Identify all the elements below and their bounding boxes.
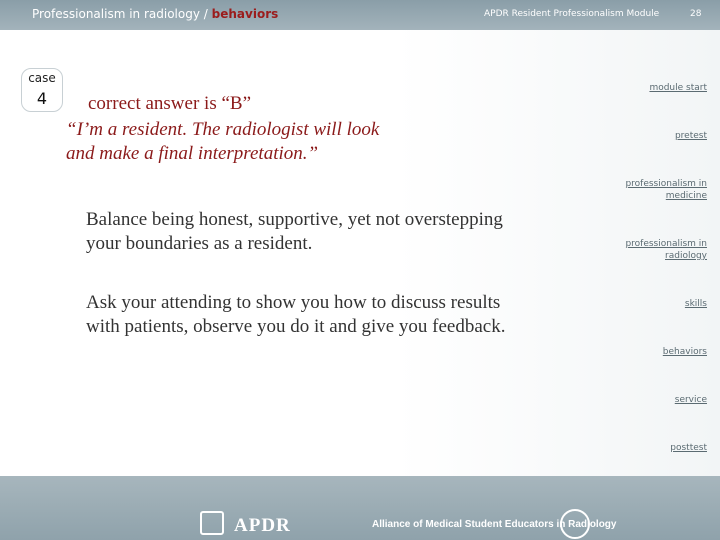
nav-prof-radiology-line2: radiology <box>665 251 707 261</box>
nav-prof-radiology[interactable] <box>625 238 707 262</box>
quote-text <box>66 118 486 166</box>
nav-behaviors[interactable]: behaviors <box>662 347 707 357</box>
breadcrumb-root[interactable]: Professionalism in radiology <box>32 7 200 21</box>
module-title: APDR Resident Professionalism Module <box>484 9 660 19</box>
breadcrumb <box>32 7 278 21</box>
nav-module-start[interactable]: module start <box>649 83 707 93</box>
nav-prof-radiology-line1: professionalism in <box>625 239 707 249</box>
paragraph-boundaries: Balance being honest, supportive, yet not overstepping your boundaries as a resident. <box>86 209 503 254</box>
quote-line-1: “I’m a resident. The radiologist will look <box>66 119 380 140</box>
nav-skills[interactable]: skills <box>684 299 707 309</box>
paragraph-feedback: Ask your attending to show you how to discuss results with patients, observe you do it and give you feedback. <box>86 292 506 337</box>
nav-prof-medicine[interactable] <box>625 178 707 202</box>
apdr-logo-text: APDR <box>234 515 291 536</box>
nav-pretest[interactable]: pretest <box>674 131 707 141</box>
apdr-logo-icon <box>200 511 224 535</box>
answer-text: correct answer is “B” <box>88 93 252 114</box>
page-number: 28 <box>690 9 702 19</box>
nav-prof-medicine-line1: professionalism in <box>625 179 707 189</box>
case-label: case <box>28 71 56 85</box>
breadcrumb-current: behaviors <box>211 7 279 21</box>
header-bar <box>0 0 720 30</box>
case-number: 4 <box>36 89 48 108</box>
nav-prof-medicine-line2: medicine <box>665 191 707 201</box>
breadcrumb-separator: / <box>203 7 208 21</box>
amsr-seal-icon <box>560 509 590 539</box>
quote-line-2: and make a final interpretation.” <box>66 143 319 164</box>
case-badge <box>21 68 63 112</box>
footer-bar <box>0 476 720 540</box>
amsr-logo-text: Alliance of Medical Student Educators in Radiology <box>372 519 617 530</box>
nav-service[interactable]: service <box>674 395 707 405</box>
nav-posttest[interactable]: posttest <box>670 443 707 453</box>
